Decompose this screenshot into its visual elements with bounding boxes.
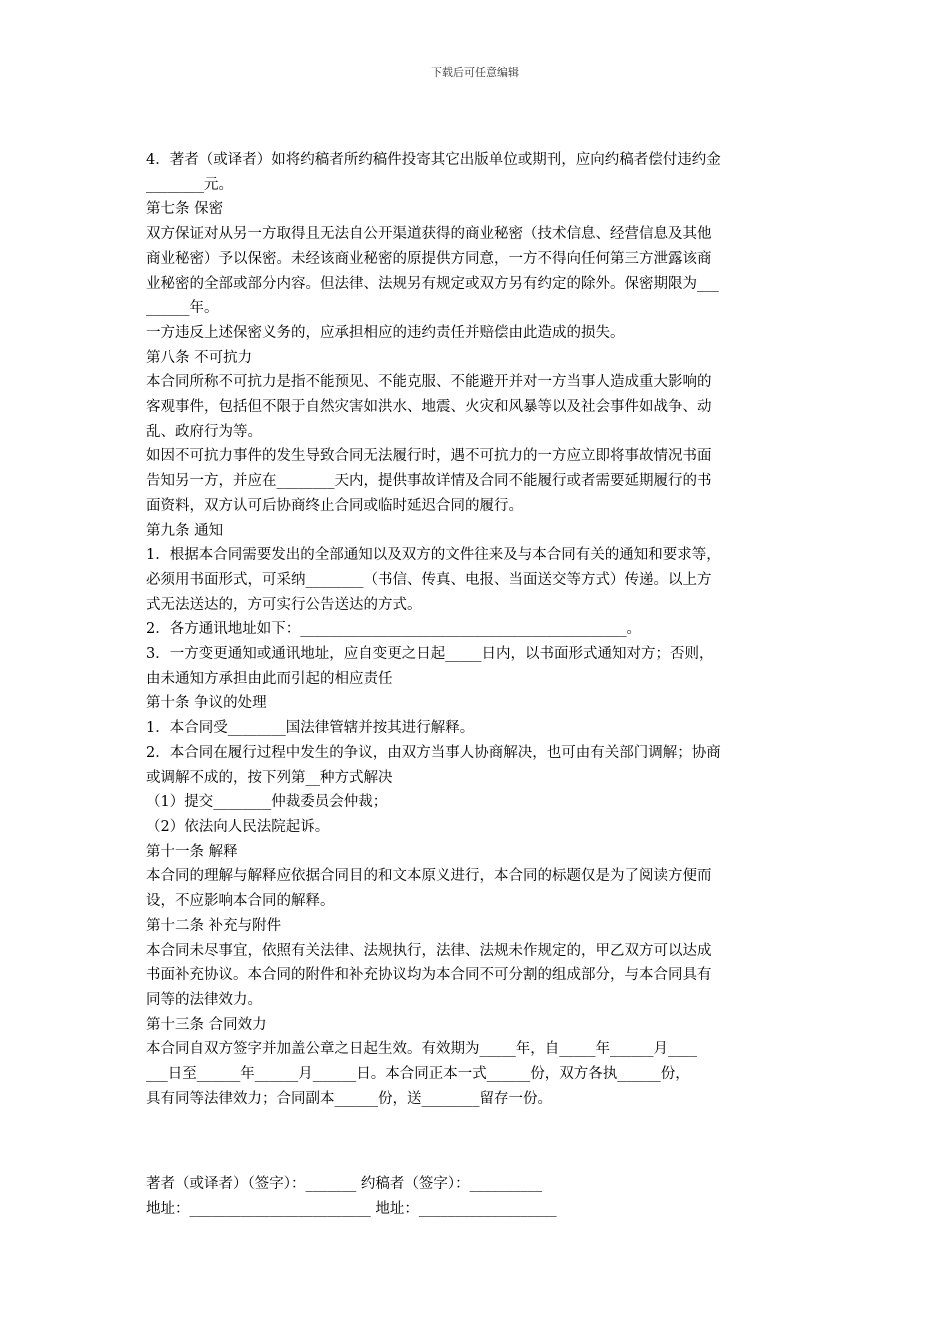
text-line: 面资料，双方认可后协商终止合同或临时延迟合同的履行。	[146, 497, 523, 514]
text-line: ___日至______年______月______日。本合同正本一式______份，双方各执______份，	[146, 1066, 690, 1083]
text-line: 必须用书面形式，可采纳________（书信、传真、电报、当面送交等方式）传递。以上方	[146, 571, 712, 588]
text-line: 2．本合同在履行过程中发生的争议，由双方当事人协商解决，也可由有关部门调解；协商	[146, 744, 721, 761]
text-line: 本合同的理解与解释应依据合同目的和文本原义进行，本合同的标题仅是为了阅读方便而	[146, 868, 712, 885]
text-line: ________元。	[146, 176, 233, 193]
section-heading: 第八条 不可抗力	[146, 349, 253, 366]
text-line: 书面补充协议。本合同的附件和补充协议均为本合同不可分割的组成部分，与本合同具有	[146, 967, 712, 984]
text-line: 同等的法律效力。	[146, 991, 262, 1008]
text-line: 或调解不成的，按下列第__种方式解决	[146, 769, 393, 786]
section-heading: 第十条 争议的处理	[146, 695, 267, 712]
section-heading: 第七条 保密	[146, 201, 224, 218]
text-line: 1．本合同受________国法律管辖并按其进行解释。	[146, 720, 475, 737]
address-line: 地址：_________________________ 地址：___________________	[146, 1201, 557, 1217]
text-line: 客观事件，包括但不限于自然灾害如洪水、地震、火灾和风暴等以及社会事件如战争、动	[146, 399, 712, 416]
text-line: 商业秘密）予以保密。未经该商业秘密的原提供方同意，一方不得向任何第三方泄露该商	[146, 250, 712, 267]
text-line: （2）依法向人民法院起诉。	[146, 818, 330, 835]
text-line: 1．根据本合同需要发出的全部通知以及双方的文件往来及与本合同有关的通知和要求等，	[146, 547, 721, 564]
text-line: 3．一方变更通知或通讯地址，应自变更之日起_____日内，以书面形式通知对方；否则，	[146, 646, 714, 663]
text-line: 业秘密的全部或部分内容。但法律、法规另有规定或双方另有约定的除外。保密期限为___	[146, 275, 719, 292]
text-line: 双方保证对从另一方取得且无法自公开渠道获得的商业秘密（技术信息、经营信息及其他	[146, 226, 712, 243]
text-line: 一方违反上述保密义务的，应承担相应的违约责任并赔偿由此造成的损失。	[146, 324, 625, 341]
text-line: 4．著者（或译者）如将约稿者所约稿件投寄其它出版单位或期刊，应向约稿者偿付违约金	[146, 152, 721, 168]
text-line: 由未通知方承担由此而引起的相应责任	[146, 670, 393, 687]
page-header: 下载后可任意编辑	[431, 66, 519, 79]
section-heading: 第十二条 补充与附件	[146, 917, 282, 934]
text-line: 本合同未尽事宜，依照有关法律、法规执行，法律、法规未作规定的，甲乙双方可以达成	[146, 942, 712, 959]
text-line: 式无法送达的，方可实行公告送达的方式。	[146, 596, 422, 613]
text-line: 本合同所称不可抗力是指不能预见、不能克服、不能避开并对一方当事人造成重大影响的	[146, 374, 712, 391]
section-heading: 第十一条 解释	[146, 843, 238, 860]
section-heading: 第九条 通知	[146, 522, 224, 539]
text-line: 设，不应影响本合同的解释。	[146, 893, 335, 910]
text-line: 具有同等法律效力；合同副本______份，送________留存一份。	[146, 1090, 552, 1107]
signature-line: 著者（或译者）（签字）：_______ 约稿者（签字）：__________	[146, 1176, 543, 1192]
text-line: （1）提交________仲裁委员会仲裁；	[146, 794, 388, 811]
text-line: 本合同自双方签字并加盖公章之日起生效。有效期为_____年，自_____年______月____	[146, 1041, 697, 1058]
document-body	[146, 148, 818, 1111]
text-line: 告知另一方，并应在________天内，提供事故详情及合同不能履行或者需要延期履行的书	[146, 473, 712, 490]
text-line: 如因不可抗力事件的发生导致合同无法履行时，遇不可抗力的一方应立即将事故情况书面	[146, 448, 712, 465]
section-heading: 第十三条 合同效力	[146, 1016, 267, 1033]
text-line: 乱、政府行为等。	[146, 423, 262, 440]
text-line: ______年。	[146, 300, 219, 317]
text-line: 2．各方通讯地址如下：_____________________________________________。	[146, 621, 641, 638]
